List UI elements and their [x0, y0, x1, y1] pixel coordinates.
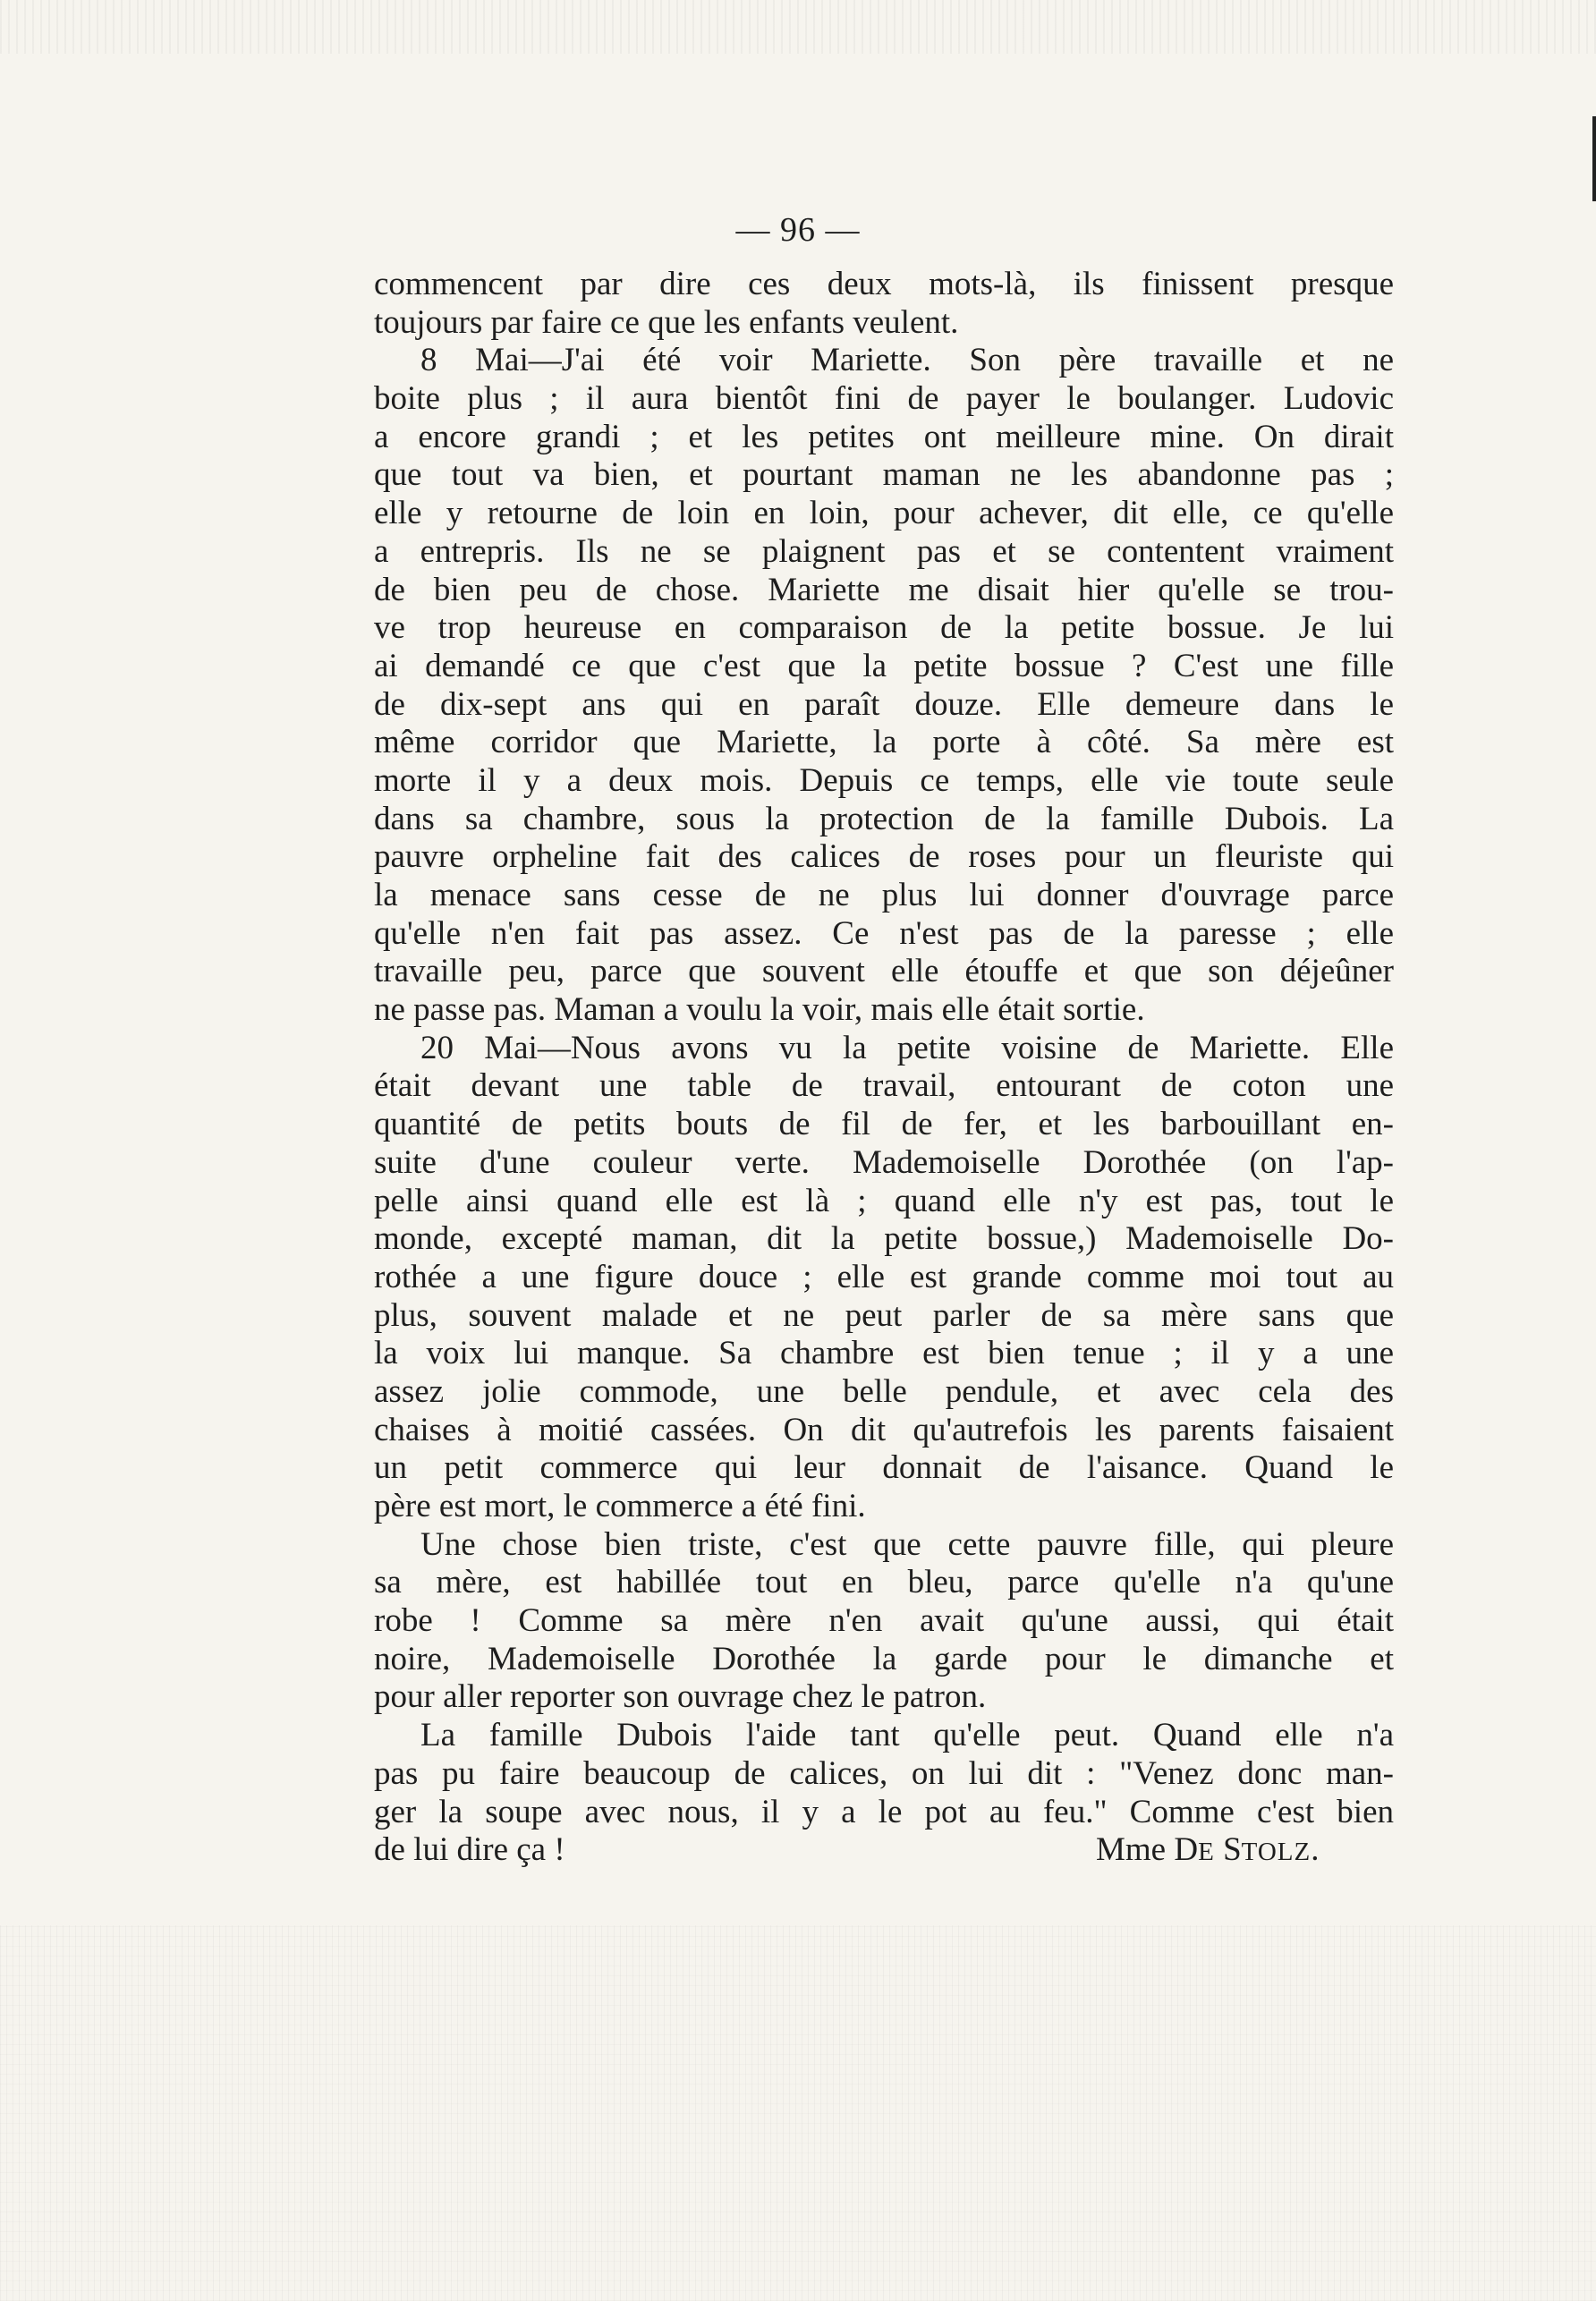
text-line: de lui dire ça !	[374, 1831, 565, 1869]
text-line: la menace sans cesse de ne plus lui donner d'ouvrage parce	[374, 877, 1394, 913]
text-line: la voix lui manque. Sa chambre est bien tenue ; il y a une	[374, 1335, 1394, 1372]
text-line: qu'elle n'en fait pas assez. Ce n'est pas de la paresse ; elle	[374, 914, 1394, 952]
text-line: pour aller reporter son ouvrage chez le patron.	[374, 1678, 987, 1716]
text-line: suite d'une couleur verte. Mademoiselle Dorothée (on l'ap-	[374, 1143, 1394, 1181]
text-line: morte il y a deux mois. Depuis ce temps, elle vie toute seule	[374, 761, 1394, 799]
text-line: que tout va bien, et pourtant maman ne les abandonne pas ;	[374, 456, 1394, 494]
text-line: chaises à moitié cassées. On dit qu'autrefois les parents faisaient	[374, 1411, 1394, 1448]
text-line: père est mort, le commerce a été fini.	[374, 1488, 866, 1524]
text-line: pas pu faire beaucoup de calices, on lui dit : "Venez donc man-	[374, 1754, 1394, 1792]
body-text	[374, 266, 1394, 1870]
text-line: de bien peu de chose. Mariette me disait hier qu'elle se trou-	[374, 571, 1394, 608]
text-line: pelle ainsi quand elle est là ; quand elle n'y est pas, tout le	[374, 1182, 1394, 1219]
text-line: Une chose bien triste, c'est que cette pauvre fille, qui pleure	[420, 1525, 1394, 1563]
text-line: ve trop heureuse en comparaison de la petite bossue. Je lui	[374, 609, 1394, 647]
text-line: ai demandé ce que c'est que la petite bossue ? C'est une fille	[374, 647, 1394, 684]
text-line: La famille Dubois l'aide tant qu'elle peut. Quand elle n'a	[420, 1717, 1394, 1754]
text-line: assez jolie commode, une belle pendule, et avec cela des	[374, 1372, 1394, 1410]
text-line: elle y retourne de loin en loin, pour achever, dit elle, ce qu'elle	[374, 495, 1394, 532]
text-line: ger la soupe avec nous, il y a le pot au feu." Comme c'est bien	[374, 1793, 1394, 1830]
text-line: un petit commerce qui leur donnait de l'aisance. Quand le	[374, 1449, 1394, 1487]
text-line: travaille peu, parce que souvent elle étouffe et que son déjeûner	[374, 953, 1394, 990]
text-line: même corridor que Mariette, la porte à côté. Sa mère est	[374, 724, 1394, 761]
text-line: noire, Mademoiselle Dorothée la garde pour le dimanche et	[374, 1640, 1394, 1677]
text-line: quantité de petits bouts de fil de fer, et les barbouillant en-	[374, 1106, 1394, 1143]
text-line: robe ! Comme sa mère n'en avait qu'une aussi, qui était	[374, 1602, 1394, 1640]
text-line: 8 Mai—J'ai été voir Mariette. Son père travaille et ne	[420, 342, 1394, 379]
scan-edge-mark	[1592, 116, 1596, 201]
text-line: 20 Mai—Nous avons vu la petite voisine de Mariette. Elle	[420, 1029, 1394, 1066]
text-line: rothée a une figure douce ; elle est grande comme moi tout au	[374, 1258, 1394, 1295]
scan-noise-top	[0, 0, 1596, 54]
page-number: — 96 —	[735, 211, 861, 249]
author-signature: Mme DE STOLZ.	[1096, 1831, 1320, 1869]
text-line: de dix-sept ans qui en paraît douze. Elle demeure dans le	[374, 685, 1394, 723]
text-line: dans sa chambre, sous la protection de la famille Dubois. La	[374, 800, 1394, 837]
final-line-with-signature	[374, 1831, 1394, 1870]
text-line: a entrepris. Ils ne se plaignent pas et se contentent vraiment	[374, 532, 1394, 570]
text-line: plus, souvent malade et ne peut parler de sa mère sans que	[374, 1296, 1394, 1334]
text-line: a encore grandi ; et les petites ont meilleure mine. On dirait	[374, 418, 1394, 455]
text-line: pauvre orpheline fait des calices de roses pour un fleuriste qui	[374, 838, 1394, 876]
scan-noise-bottom	[0, 1925, 1596, 2301]
text-line: sa mère, est habillée tout en bleu, parce qu'elle n'a qu'une	[374, 1564, 1394, 1601]
text-line: ne passe pas. Maman a voulu la voir, mais elle était sortie.	[374, 991, 1145, 1029]
text-line: boite plus ; il aura bientôt fini de payer le boulanger. Ludovic	[374, 380, 1394, 418]
text-line: commencent par dire ces deux mots-là, ils finissent presque	[374, 266, 1394, 302]
text-line: monde, excepté maman, dit la petite bossue,) Mademoiselle Do-	[374, 1220, 1394, 1258]
text-line: toujours par faire ce que les enfants veulent.	[374, 303, 959, 341]
text-line: était devant une table de travail, entourant de coton une	[374, 1067, 1394, 1105]
